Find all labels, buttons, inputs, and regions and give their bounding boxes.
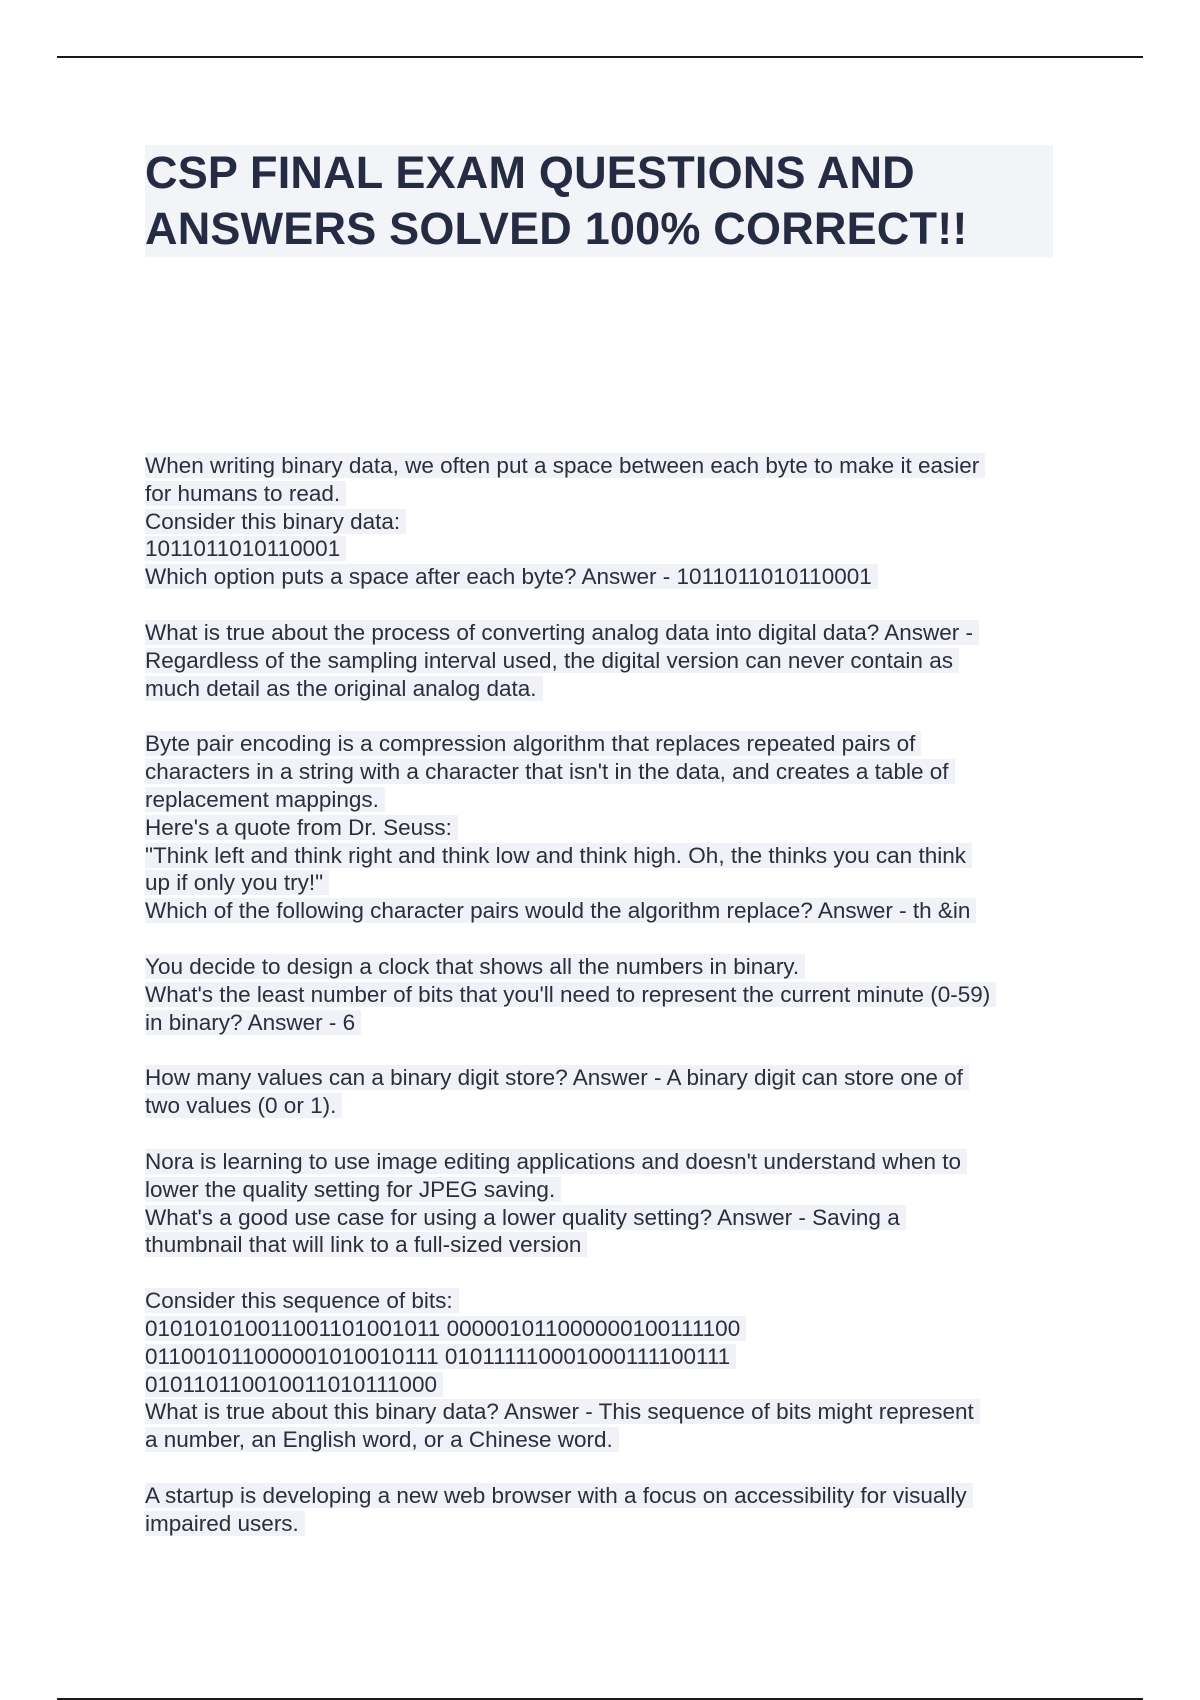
qa-line — [145, 563, 1060, 591]
qa-line — [145, 1343, 1060, 1371]
qa-item — [145, 953, 1060, 1036]
qa-line-text: Consider this binary data: — [145, 509, 406, 534]
qa-item — [145, 619, 1060, 702]
qa-line-text: 010110110010011010111000 — [145, 1372, 443, 1397]
qa-line — [145, 981, 1060, 1009]
qa-line-text: Byte pair encoding is a compression algorithm that replaces repeated pairs of — [145, 731, 921, 756]
qa-line-text: A startup is developing a new web browser with a focus on accessibility for visually — [145, 1483, 973, 1508]
qa-line-text: for humans to read. — [145, 481, 346, 506]
qa-line — [145, 897, 1060, 925]
qa-line-text: two values (0 or 1). — [145, 1093, 342, 1118]
document-title — [145, 145, 1053, 257]
qa-line-text: "Think left and think right and think low and think high. Oh, the thinks you can think — [145, 843, 972, 868]
qa-line-text: 011001011000001010010111 010111110001000111100111 — [145, 1344, 736, 1369]
qa-line-text: When writing binary data, we often put a space between each byte to make it easier — [145, 453, 985, 478]
qa-line-text: up if only you try!" — [145, 870, 329, 895]
qa-line-text: a number, an English word, or a Chinese word. — [145, 1427, 619, 1452]
qa-item — [145, 452, 1060, 591]
qa-line — [145, 730, 1060, 758]
qa-item — [145, 1148, 1060, 1259]
qa-item — [145, 1287, 1060, 1454]
qa-line — [145, 869, 1060, 897]
qa-line-text: What's the least number of bits that you'll need to represent the current minute (0-59) — [145, 982, 996, 1007]
qa-line — [145, 1231, 1060, 1259]
title-line: CSP FINAL EXAM QUESTIONS AND — [145, 145, 1053, 201]
qa-line-text: Consider this sequence of bits: — [145, 1288, 459, 1313]
qa-item — [145, 730, 1060, 925]
qa-line — [145, 786, 1060, 814]
qa-line — [145, 619, 1060, 647]
qa-line-text: 010101010011001101001011 000001011000000100111100 — [145, 1316, 746, 1341]
qa-line-text: much detail as the original analog data. — [145, 676, 543, 701]
qa-item — [145, 1064, 1060, 1120]
qa-line-text: thumbnail that will link to a full-sized version — [145, 1232, 587, 1257]
qa-line-text: What is true about the process of converting analog data into digital data? Answer - — [145, 620, 979, 645]
qa-line — [145, 1510, 1060, 1538]
qa-line — [145, 1064, 1060, 1092]
qa-line-text: Which of the following character pairs would the algorithm replace? Answer - th &in — [145, 898, 976, 923]
qa-line-text: impaired users. — [145, 1511, 305, 1536]
qa-line — [145, 1315, 1060, 1343]
qa-line — [145, 1009, 1060, 1037]
qa-line — [145, 535, 1060, 563]
qa-line-text: 1011011010110001 — [145, 536, 346, 561]
qa-line-text: in binary? Answer - 6 — [145, 1010, 361, 1035]
qa-list — [145, 452, 1060, 1566]
qa-line-text: Which option puts a space after each byte? Answer - 1011011010110001 — [145, 564, 878, 589]
qa-line-text: replacement mappings. — [145, 787, 385, 812]
title-line: ANSWERS SOLVED 100% CORRECT!! — [145, 201, 1053, 257]
qa-line — [145, 675, 1060, 703]
qa-line-text: Regardless of the sampling interval used, the digital version can never contain as — [145, 648, 959, 673]
qa-line — [145, 758, 1060, 786]
qa-item — [145, 1482, 1060, 1538]
qa-line-text: Here's a quote from Dr. Seuss: — [145, 815, 458, 840]
qa-line — [145, 647, 1060, 675]
qa-line — [145, 452, 1060, 480]
qa-line-text: Nora is learning to use image editing applications and doesn't understand when to — [145, 1149, 967, 1174]
top-rule — [57, 56, 1143, 58]
qa-line-text: How many values can a binary digit store? Answer - A binary digit can store one of — [145, 1065, 969, 1090]
qa-line — [145, 814, 1060, 842]
qa-line-text: You decide to design a clock that shows all the numbers in binary. — [145, 954, 805, 979]
qa-line — [145, 508, 1060, 536]
qa-line — [145, 1482, 1060, 1510]
qa-line-text: characters in a string with a character that isn't in the data, and creates a table of — [145, 759, 955, 784]
qa-line — [145, 1398, 1060, 1426]
qa-line — [145, 1287, 1060, 1315]
qa-line — [145, 1176, 1060, 1204]
qa-line-text: What is true about this binary data? Answer - This sequence of bits might represent — [145, 1399, 980, 1424]
qa-line — [145, 1371, 1060, 1399]
qa-line — [145, 842, 1060, 870]
qa-line — [145, 480, 1060, 508]
qa-line-text: What's a good use case for using a lower quality setting? Answer - Saving a — [145, 1205, 906, 1230]
qa-line — [145, 953, 1060, 981]
qa-line — [145, 1426, 1060, 1454]
qa-line — [145, 1204, 1060, 1232]
qa-line — [145, 1148, 1060, 1176]
qa-line — [145, 1092, 1060, 1120]
qa-line-text: lower the quality setting for JPEG saving. — [145, 1177, 561, 1202]
